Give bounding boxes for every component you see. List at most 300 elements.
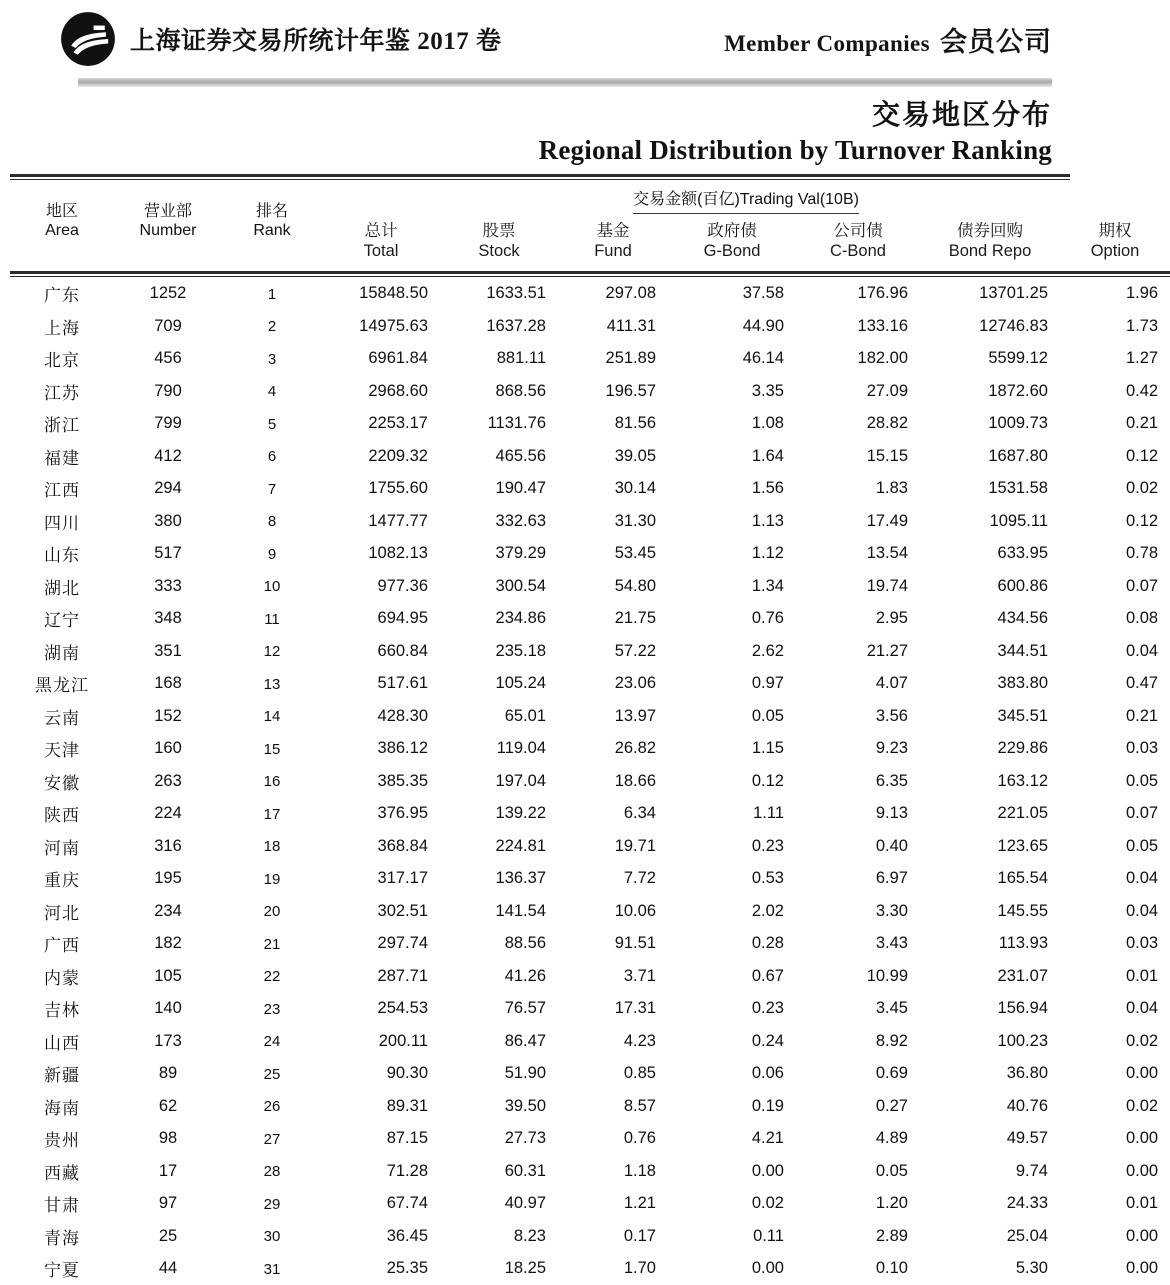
cell-cbond: 15.15 (866, 446, 908, 465)
cell-total: 87.15 (386, 1129, 428, 1148)
column-header-rank: 排名 Rank (253, 202, 291, 239)
cell-total: 254.53 (377, 999, 428, 1018)
cell-stock: 465.56 (495, 446, 546, 465)
table-row (10, 1122, 1170, 1155)
cell-rank: 1 (267, 285, 277, 303)
cell-number: 195 (154, 869, 182, 888)
cell-gbond: 46.14 (742, 349, 784, 368)
cell-total: 368.84 (377, 836, 428, 855)
cell-rank: 7 (267, 480, 277, 498)
cell-stock: 27.73 (504, 1129, 546, 1148)
cell-cbond: 0.10 (875, 1259, 908, 1278)
cell-fund: 0.76 (623, 1129, 656, 1148)
cell-total: 2968.60 (368, 381, 428, 400)
cell-total: 977.36 (377, 576, 428, 595)
column-header-bond-repo: 债券回购 Bond Repo (948, 222, 1032, 260)
cell-number: 17 (158, 1161, 178, 1180)
cell-gbond: 0.02 (751, 1194, 784, 1213)
cell-gbond: 0.06 (751, 1064, 784, 1083)
cell-option: 0.04 (1125, 999, 1159, 1018)
cell-option: 0.00 (1125, 1226, 1159, 1245)
cell-total: 2209.32 (368, 446, 428, 465)
cell-stock: 868.56 (495, 381, 546, 400)
cell-bond-repo: 123.65 (997, 836, 1048, 855)
cell-fund: 13.97 (614, 706, 656, 725)
cell-bond-repo: 1095.11 (989, 511, 1048, 530)
column-header-total: 总计 Total (363, 222, 399, 260)
header-separator (10, 269, 1170, 277)
cell-bond-repo: 1531.58 (988, 479, 1048, 498)
cell-stock: 141.54 (495, 901, 546, 920)
cell-fund: 39.05 (614, 446, 656, 465)
cell-fund: 30.14 (614, 479, 656, 498)
cell-stock: 197.04 (495, 771, 546, 790)
page-title (28, 99, 1052, 167)
cell-total: 297.74 (377, 934, 428, 953)
cell-area: 西藏 (44, 1163, 80, 1183)
cell-fund: 53.45 (614, 544, 656, 563)
table-row (10, 375, 1170, 408)
cell-area: 黑龙江 (35, 676, 89, 696)
cell-area: 云南 (44, 708, 80, 728)
cell-rank: 18 (263, 838, 281, 856)
cell-number: 62 (158, 1096, 178, 1115)
cell-rank: 17 (263, 805, 281, 823)
table-row (10, 667, 1170, 700)
table-row (10, 797, 1170, 830)
cell-rank: 12 (263, 643, 281, 661)
cell-bond-repo: 345.51 (997, 706, 1048, 725)
cell-bond-repo: 5.30 (1015, 1259, 1048, 1278)
cell-cbond: 1.83 (875, 479, 908, 498)
cell-stock: 190.47 (495, 479, 546, 498)
cell-number: 152 (154, 706, 182, 725)
cell-total: 15848.50 (359, 284, 428, 303)
cell-area: 广东 (44, 286, 80, 306)
cell-option: 0.00 (1125, 1161, 1159, 1180)
cell-cbond: 3.45 (875, 999, 908, 1018)
cell-total: 694.95 (377, 609, 428, 628)
cell-area: 北京 (44, 351, 80, 371)
cell-cbond: 0.05 (875, 1161, 908, 1180)
cell-option: 0.01 (1125, 966, 1159, 985)
cell-bond-repo: 9.74 (1015, 1161, 1048, 1180)
cell-gbond: 0.28 (751, 934, 784, 953)
table-row (10, 342, 1170, 375)
table-container (10, 180, 1159, 1284)
cell-total: 67.74 (386, 1194, 428, 1213)
cell-bond-repo: 156.94 (997, 999, 1048, 1018)
cell-gbond: 1.64 (751, 446, 784, 465)
cell-stock: 1637.28 (486, 316, 546, 335)
cell-option: 0.07 (1125, 576, 1159, 595)
cell-gbond: 0.00 (751, 1161, 784, 1180)
cell-option: 0.01 (1125, 1194, 1159, 1213)
cell-cbond: 3.30 (875, 901, 908, 920)
cell-area: 山西 (44, 1033, 80, 1053)
cell-gbond: 1.11 (753, 804, 784, 823)
cell-fund: 10.06 (614, 901, 656, 920)
table-row (10, 992, 1170, 1025)
cell-option: 0.05 (1125, 771, 1159, 790)
cell-fund: 1.21 (623, 1194, 656, 1213)
cell-fund: 196.57 (605, 381, 656, 400)
cell-option: 1.96 (1125, 284, 1159, 303)
cell-gbond: 0.23 (751, 999, 784, 1018)
cell-total: 2253.17 (368, 414, 428, 433)
cell-fund: 23.06 (614, 674, 656, 693)
cell-rank: 11 (264, 610, 280, 628)
cell-fund: 251.89 (605, 349, 656, 368)
cell-total: 317.17 (377, 869, 428, 888)
table-row (10, 602, 1170, 635)
cell-rank: 14 (263, 708, 281, 726)
cell-bond-repo: 13701.25 (979, 284, 1048, 303)
cell-fund: 19.71 (614, 836, 656, 855)
cell-total: 1082.13 (368, 544, 428, 563)
cell-bond-repo: 1009.73 (988, 414, 1048, 433)
cell-rank: 20 (263, 903, 281, 921)
cell-gbond: 0.24 (751, 1031, 784, 1050)
cell-bond-repo: 5599.12 (988, 349, 1048, 368)
section-label-cn: 会员公司 (940, 26, 1052, 57)
table-row (10, 732, 1170, 765)
table-row (10, 407, 1170, 440)
cell-cbond: 2.89 (875, 1226, 908, 1245)
cell-number: 316 (154, 836, 182, 855)
table-row (10, 440, 1170, 473)
cell-total: 25.35 (386, 1259, 428, 1278)
cell-option: 0.00 (1125, 1259, 1159, 1278)
cell-gbond: 37.58 (742, 284, 784, 303)
cell-stock: 105.24 (495, 674, 546, 693)
cell-cbond: 21.27 (866, 641, 908, 660)
cell-stock: 86.47 (504, 1031, 546, 1050)
cell-total: 90.30 (386, 1064, 428, 1083)
section-label (724, 20, 1052, 59)
cell-fund: 7.72 (623, 869, 656, 888)
cell-stock: 76.57 (504, 999, 546, 1018)
cell-area: 湖南 (44, 643, 80, 663)
cell-option: 0.00 (1125, 1064, 1159, 1083)
cell-stock: 379.29 (495, 544, 546, 563)
cell-cbond: 10.99 (866, 966, 908, 985)
cell-fund: 18.66 (614, 771, 656, 790)
cell-rank: 3 (267, 350, 277, 368)
header-separator-row (10, 269, 1170, 277)
cell-rank: 16 (263, 773, 281, 791)
cell-option: 0.21 (1125, 706, 1159, 725)
cell-area: 陕西 (44, 806, 80, 826)
table-row (10, 472, 1170, 505)
cell-fund: 1.18 (623, 1161, 656, 1180)
cell-fund: 17.31 (614, 999, 656, 1018)
cell-option: 0.07 (1125, 804, 1159, 823)
cell-gbond: 1.13 (751, 511, 784, 530)
cell-area: 广西 (44, 936, 80, 956)
cell-number: 456 (154, 349, 182, 368)
cell-number: 140 (154, 999, 182, 1018)
cell-cbond: 2.95 (875, 609, 908, 628)
cell-cbond: 19.74 (866, 576, 908, 595)
cell-option: 0.02 (1125, 1096, 1159, 1115)
cell-cbond: 27.09 (866, 381, 908, 400)
cell-gbond: 0.76 (751, 609, 784, 628)
cell-bond-repo: 24.33 (1006, 1194, 1048, 1213)
cell-fund: 8.57 (623, 1096, 656, 1115)
table-row (10, 1155, 1170, 1188)
cell-stock: 65.01 (504, 706, 546, 725)
cell-gbond: 0.53 (751, 869, 784, 888)
column-header-option: 期权 Option (1090, 222, 1140, 260)
cell-number: 333 (154, 576, 182, 595)
cell-stock: 8.23 (513, 1226, 546, 1245)
cell-stock: 234.86 (495, 609, 546, 628)
cell-number: 89 (158, 1064, 178, 1083)
cell-fund: 81.56 (614, 414, 656, 433)
cell-option: 0.42 (1125, 381, 1159, 400)
cell-option: 0.03 (1125, 739, 1159, 758)
cell-fund: 297.08 (605, 284, 656, 303)
cell-area: 海南 (44, 1098, 80, 1118)
cell-area: 内蒙 (44, 968, 80, 988)
cell-fund: 54.80 (614, 576, 656, 595)
cell-bond-repo: 165.54 (997, 869, 1048, 888)
cell-area: 重庆 (44, 871, 80, 891)
cell-cbond: 3.56 (875, 706, 908, 725)
cell-stock: 1131.76 (487, 414, 546, 433)
cell-cbond: 9.13 (875, 804, 908, 823)
table-body (10, 277, 1170, 1285)
cell-number: 1252 (149, 284, 187, 303)
cell-option: 0.05 (1125, 836, 1159, 855)
cell-gbond: 0.23 (751, 836, 784, 855)
cell-fund: 411.31 (606, 316, 656, 335)
cell-area: 山东 (44, 546, 80, 566)
cell-number: 709 (154, 316, 182, 335)
cell-rank: 15 (263, 740, 281, 758)
cell-cbond: 133.16 (857, 316, 908, 335)
cell-rank: 27 (263, 1130, 281, 1148)
cell-rank: 21 (263, 935, 281, 953)
brand-block (60, 11, 502, 67)
cell-bond-repo: 344.51 (997, 641, 1048, 660)
cell-gbond: 1.56 (751, 479, 784, 498)
cell-gbond: 0.97 (751, 674, 784, 693)
cell-total: 517.61 (377, 674, 428, 693)
cell-stock: 1633.51 (486, 284, 546, 303)
cell-fund: 3.71 (623, 966, 656, 985)
cell-option: 1.73 (1125, 316, 1159, 335)
cell-bond-repo: 434.56 (997, 609, 1048, 628)
cell-cbond: 0.40 (875, 836, 908, 855)
cell-rank: 31 (263, 1260, 281, 1278)
cell-number: 25 (158, 1226, 178, 1245)
cell-fund: 4.23 (623, 1031, 656, 1050)
cell-rank: 30 (263, 1228, 281, 1246)
cell-gbond: 0.00 (751, 1259, 784, 1278)
cell-gbond: 44.90 (742, 316, 784, 335)
table-row (10, 310, 1170, 343)
cell-bond-repo: 221.05 (997, 804, 1048, 823)
cell-fund: 1.70 (623, 1259, 656, 1278)
cell-number: 173 (154, 1031, 182, 1050)
table-group-header-row (10, 180, 1170, 218)
cell-stock: 139.22 (495, 804, 546, 823)
table-row (10, 635, 1170, 668)
cell-option: 0.08 (1125, 609, 1159, 628)
cell-stock: 40.97 (504, 1194, 546, 1213)
cell-rank: 5 (267, 415, 277, 433)
cell-fund: 6.34 (623, 804, 656, 823)
cell-total: 287.71 (377, 966, 428, 985)
cell-gbond: 3.35 (751, 381, 784, 400)
cell-area: 安徽 (44, 773, 80, 793)
cell-gbond: 0.05 (751, 706, 784, 725)
column-header-area: 地区 Area (45, 202, 79, 239)
column-group-header-trading-value: 交易金额(百亿)Trading Val(10B) (322, 180, 1170, 218)
cell-rank: 9 (267, 545, 277, 563)
cell-number: 224 (154, 804, 182, 823)
cell-fund: 0.17 (623, 1226, 656, 1245)
table-row (10, 1025, 1170, 1058)
cell-rank: 13 (263, 675, 281, 693)
cell-cbond: 13.54 (866, 544, 908, 563)
column-header-stock: 股票 Stock (478, 222, 520, 260)
cell-bond-repo: 12746.83 (979, 316, 1048, 335)
cell-total: 14975.63 (359, 316, 428, 335)
cell-fund: 0.85 (623, 1064, 656, 1083)
cell-gbond: 0.67 (751, 966, 784, 985)
cell-number: 160 (154, 739, 182, 758)
table-row (10, 960, 1170, 993)
regional-turnover-table (10, 180, 1170, 1284)
cell-option: 0.21 (1125, 414, 1159, 433)
cell-area: 上海 (44, 318, 80, 338)
cell-rank: 19 (263, 870, 281, 888)
table-row (10, 862, 1170, 895)
cell-bond-repo: 633.95 (997, 544, 1048, 563)
cell-cbond: 182.00 (857, 349, 908, 368)
cell-total: 71.28 (386, 1161, 428, 1180)
cell-stock: 18.25 (504, 1259, 546, 1278)
cell-number: 182 (154, 934, 182, 953)
table-row (10, 830, 1170, 863)
cell-rank: 6 (267, 448, 277, 466)
cell-area: 辽宁 (44, 611, 80, 631)
cell-area: 吉林 (44, 1001, 80, 1021)
cell-bond-repo: 229.86 (997, 739, 1048, 758)
cell-bond-repo: 100.23 (997, 1031, 1048, 1050)
table-row (10, 927, 1170, 960)
cell-cbond: 0.27 (875, 1096, 908, 1115)
table-row (10, 570, 1170, 603)
cell-option: 1.27 (1125, 349, 1159, 368)
cell-gbond: 0.19 (751, 1096, 784, 1115)
cell-cbond: 17.49 (866, 511, 908, 530)
cell-cbond: 8.92 (875, 1031, 908, 1050)
cell-gbond: 4.21 (751, 1129, 784, 1148)
cell-fund: 21.75 (614, 609, 656, 628)
running-header (0, 0, 1080, 78)
cell-cbond: 9.23 (875, 739, 908, 758)
cell-number: 348 (154, 609, 182, 628)
cell-bond-repo: 113.93 (998, 934, 1048, 953)
cell-area: 河北 (44, 903, 80, 923)
cell-cbond: 176.96 (857, 284, 908, 303)
cell-gbond: 2.02 (751, 901, 784, 920)
cell-bond-repo: 145.55 (997, 901, 1048, 920)
table-row (10, 1187, 1170, 1220)
cell-area: 浙江 (44, 416, 80, 436)
cell-area: 湖北 (44, 578, 80, 598)
cell-option: 0.00 (1125, 1129, 1159, 1148)
cell-cbond: 4.89 (875, 1129, 908, 1148)
cell-area: 甘肃 (44, 1196, 80, 1216)
cell-gbond: 0.11 (753, 1226, 784, 1245)
cell-cbond: 6.97 (875, 869, 908, 888)
cell-total: 200.11 (378, 1031, 428, 1050)
cell-bond-repo: 49.57 (1006, 1129, 1048, 1148)
cell-stock: 224.81 (495, 836, 546, 855)
cell-option: 0.12 (1125, 446, 1159, 465)
cell-option: 0.78 (1125, 544, 1159, 563)
table-row (10, 700, 1170, 733)
cell-fund: 26.82 (614, 739, 656, 758)
cell-gbond: 1.34 (751, 576, 784, 595)
cell-number: 234 (154, 901, 182, 920)
table-row (10, 277, 1170, 310)
cell-stock: 88.56 (504, 934, 546, 953)
cell-fund: 91.51 (614, 934, 656, 953)
cell-cbond: 3.43 (875, 934, 908, 953)
cell-rank: 24 (263, 1033, 281, 1051)
cell-bond-repo: 163.12 (997, 771, 1048, 790)
cell-number: 294 (154, 479, 182, 498)
cell-total: 376.95 (377, 804, 428, 823)
cell-total: 428.30 (377, 706, 428, 725)
cell-stock: 51.90 (504, 1064, 546, 1083)
cell-rank: 23 (263, 1000, 281, 1018)
cell-total: 302.51 (377, 901, 428, 920)
cell-fund: 31.30 (614, 511, 656, 530)
table-row (10, 1252, 1170, 1285)
cell-gbond: 2.62 (751, 641, 784, 660)
cell-option: 0.12 (1125, 511, 1159, 530)
cell-option: 0.02 (1125, 1031, 1159, 1050)
cell-bond-repo: 1872.60 (988, 381, 1048, 400)
cell-cbond: 4.07 (875, 674, 908, 693)
cell-area: 河南 (44, 838, 80, 858)
cell-number: 799 (154, 414, 182, 433)
cell-total: 660.84 (377, 641, 428, 660)
cell-area: 江西 (44, 481, 80, 501)
page-title-en: Regional Distribution by Turnover Ranking (538, 134, 1052, 165)
cell-rank: 10 (263, 578, 281, 596)
cell-number: 351 (154, 641, 182, 660)
cell-number: 105 (154, 966, 182, 985)
cell-number: 790 (154, 381, 182, 400)
table-row (10, 1057, 1170, 1090)
cell-number: 98 (158, 1129, 178, 1148)
cell-number: 97 (158, 1194, 178, 1213)
cell-area: 宁夏 (44, 1261, 80, 1281)
cell-bond-repo: 1687.80 (988, 446, 1048, 465)
cell-option: 0.04 (1125, 641, 1159, 660)
cell-total: 1755.60 (368, 479, 428, 498)
cell-option: 0.47 (1125, 674, 1159, 693)
column-header-number: 营业部 Number (139, 202, 197, 239)
